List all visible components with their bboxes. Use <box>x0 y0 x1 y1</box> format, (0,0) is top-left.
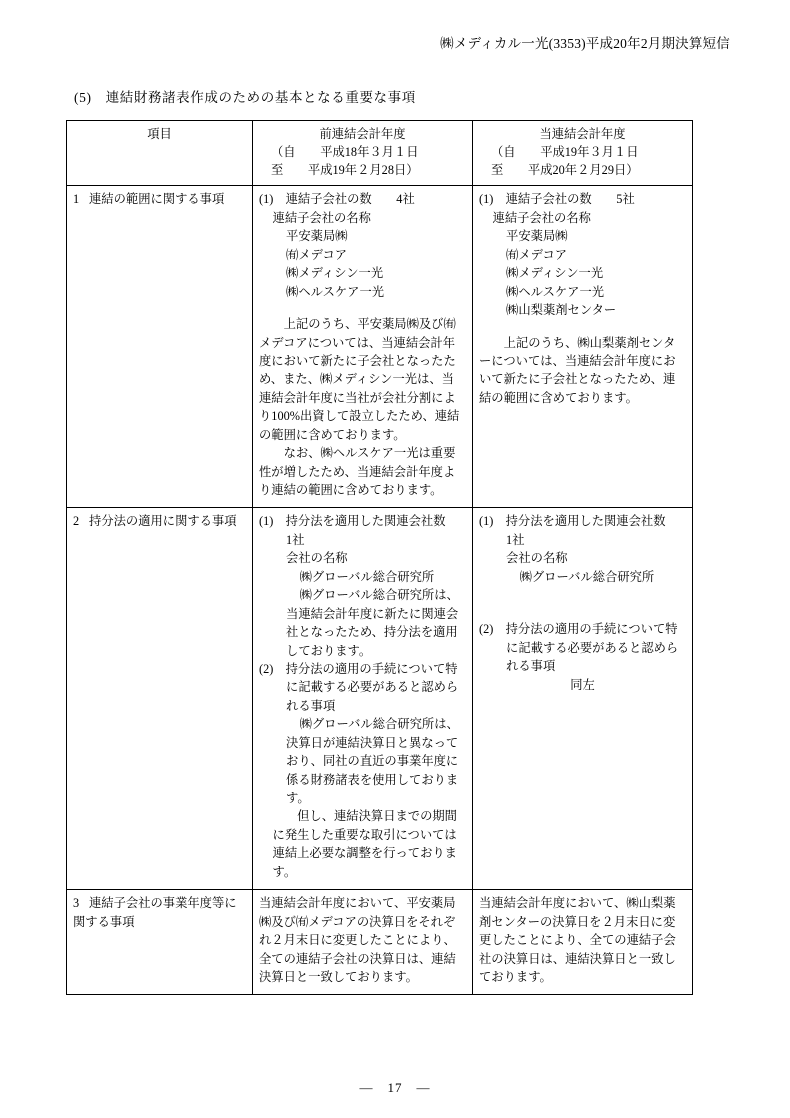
row-3-current <box>473 890 693 995</box>
row-1-curr-line-3: 平安薬局㈱ <box>506 229 568 244</box>
table-body <box>67 186 693 995</box>
row-3-number: 3 <box>73 896 80 911</box>
row-1-curr-line-2: 連結子会社の名称 <box>492 210 591 225</box>
row-1-curr-line-4: ㈲メデコア <box>506 247 568 262</box>
table-row <box>67 186 693 508</box>
row-1-current <box>473 186 693 508</box>
row-2-curr-line-1: (1) 持分法を適用した関連会社数 <box>479 514 666 529</box>
page-number: ― 17 ― <box>359 1080 431 1095</box>
table-header <box>67 121 693 186</box>
row-2-curr-same-as-left: 同左 <box>570 677 595 692</box>
table-header-row <box>67 121 693 186</box>
spacer <box>479 586 686 600</box>
row-1-prev-para-1: 上記のうち、平安薬局㈱及び㈲メデコアについては、当連結会計年度において新たに子会社となったため、また、㈱メディシン一光は、当連結会計年度に当社が会社分割により100%出資して設立したため、連結の範囲に含めております。 <box>259 317 460 442</box>
row-3-previous <box>253 890 473 995</box>
table-row <box>67 508 693 890</box>
row-1-previous <box>253 186 473 508</box>
row-1-item <box>67 186 253 508</box>
prev-period-title: 前連結会計年度 <box>319 127 406 141</box>
row-2-previous <box>253 508 473 890</box>
row-2-curr-line-2: 1社 <box>506 532 525 547</box>
row-2-curr-line-3: 会社の名称 <box>506 551 568 566</box>
prev-period-from: （自 平成18年３月１日 <box>271 144 419 159</box>
curr-period-from: （自 平成19年３月１日 <box>491 144 639 159</box>
row-1-prev-line-4: ㈲メデコア <box>286 247 348 262</box>
row-1-curr-para-1: 上記のうち、㈱山梨薬剤センターについては、当連結会計年度において新たに子会社となったため、連結の範囲に含めております。 <box>479 335 676 405</box>
row-1-curr-line-5: ㈱メディシン一光 <box>506 266 604 281</box>
accounting-policies-table <box>66 120 693 995</box>
spacer <box>479 600 686 614</box>
row-2-prev-line-1: (1) 持分法を適用した関連会社数 <box>259 514 446 529</box>
row-1-curr-line-7: ㈱山梨薬剤センター <box>506 303 617 318</box>
row-1-curr-line-6: ㈱ヘルスケア一光 <box>506 284 605 299</box>
column-header-item-label: 項目 <box>147 127 172 141</box>
spacer <box>479 320 686 334</box>
row-1-prev-para-2: なお、㈱ヘルスケア一光は重要性が増したため、当連結会計年度より連結の範囲に含めております。 <box>259 446 456 498</box>
row-1-prev-line-3: 平安薬局㈱ <box>286 229 348 244</box>
row-2-curr-line-5: (2) 持分法の適用の手続について特に記載する必要があると認められる事項 <box>479 622 679 674</box>
row-1-number: 1 <box>73 192 80 207</box>
row-2-item-label: 持分法の適用に関する事項 <box>89 514 237 529</box>
row-2-current <box>473 508 693 890</box>
row-2-number: 2 <box>73 514 80 529</box>
row-2-prev-para-3: 但し、連結決算日までの期間に発生した重要な取引については連結上必要な調整を行っております。 <box>272 809 457 879</box>
row-2-prev-para-2: ㈱グローバル総合研究所は、決算日が連結決算日と異なっており、同社の直近の事業年度に係る財務諸表を使用しております。 <box>286 717 459 806</box>
row-2-prev-line-5: (2) 持分法の適用の手続について特に記載する必要があると認められる事項 <box>259 661 459 713</box>
column-header-previous-period <box>253 121 473 186</box>
running-head: ㈱メディカル一光(3353)平成20年2月期決算短信 <box>440 36 730 51</box>
table-row <box>67 890 693 995</box>
curr-period-to: 至 平成20年２月29日） <box>491 162 639 177</box>
curr-period-title: 当連結会計年度 <box>539 127 626 141</box>
row-3-item-label: 連結子会社の事業年度等に関する事項 <box>73 896 237 929</box>
prev-period-to: 至 平成19年２月28日） <box>271 162 419 177</box>
row-1-prev-line-6: ㈱ヘルスケア一光 <box>286 284 385 299</box>
row-2-prev-line-3: 会社の名称 <box>286 551 348 566</box>
row-2-prev-line-4: ㈱グローバル総合研究所 <box>299 569 435 584</box>
row-2-curr-line-4: ㈱グローバル総合研究所 <box>519 569 655 584</box>
row-1-prev-line-2: 連結子会社の名称 <box>272 210 371 225</box>
row-3-item <box>67 890 253 995</box>
section-title: (5) 連結財務諸表作成のための基本となる重要な事項 <box>74 90 416 105</box>
row-1-prev-line-5: ㈱メディシン一光 <box>286 266 384 281</box>
row-2-prev-para-1: ㈱グローバル総合研究所は、当連結会計年度に新たに関連会社となったため、持分法を適用しております。 <box>286 588 459 658</box>
column-header-item <box>67 121 253 186</box>
row-2-prev-line-2: 1社 <box>286 532 305 547</box>
row-3-curr-para-1: 当連結会計年度において、㈱山梨薬剤センターの決算日を２月末日に変更したことにより、全ての連結子会社の決算日は、連結決算日と一致しております。 <box>479 896 676 984</box>
spacer <box>259 301 466 315</box>
row-1-prev-line-1: (1) 連結子会社の数 4社 <box>259 192 415 207</box>
row-2-item <box>67 508 253 890</box>
row-1-curr-line-1: (1) 連結子会社の数 5社 <box>479 192 635 207</box>
row-3-prev-para-1: 当連結会計年度において、平安薬局㈱及び㈲メデコアの決算日をそれぞれ２月末日に変更したことにより、全ての連結子会社の決算日は、連結決算日と一致しております。 <box>259 896 456 984</box>
row-1-item-label: 連結の範囲に関する事項 <box>89 192 225 207</box>
column-header-current-period <box>473 121 693 186</box>
